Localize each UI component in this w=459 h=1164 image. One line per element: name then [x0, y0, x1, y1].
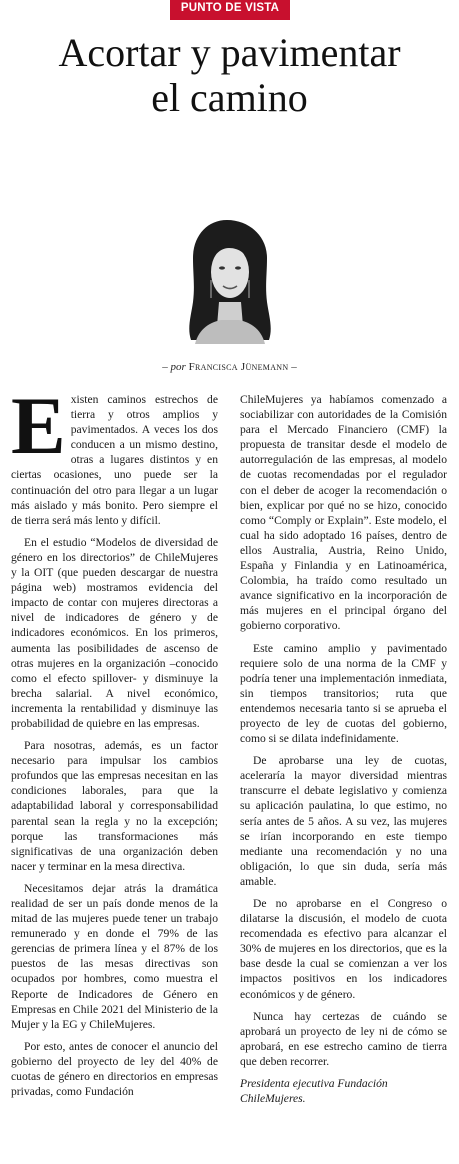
portrait-face	[211, 246, 249, 298]
dropcap: E	[11, 380, 66, 471]
article-paragraph: Necesitamos dejar atrás la dramática realidad de ser un país donde menos de la mitad de las mujeres puede tener un trabajo remunerado y en donde el 79% de las gerencias de primera línea y el 87% de los puestos de las mesas directivas son ocupados por hombres, como muestra el Reporte de Indicadores de Género en Empresas en Chile 2021 del Ministerio de la Mujer y la EG y ChileMujeres.	[11, 881, 218, 1031]
portrait-eye-right	[235, 266, 241, 269]
paragraph-text: xisten caminos estrechos de tierra y otros amplios y pavimentados. A veces los dos conducen a un mismo destino, otras a lugares distintos y en ciertas ocasiones, uno puede ser la continuación del otro para llegar a un lugar más aislado y más bonito. Pero siempre el de tierra será más lento y difícil.	[11, 393, 218, 527]
article-paragraph: Por esto, antes de conocer el anuncio del gobierno del proyecto de ley del 40% de cuotas de género en directorios en empresas privadas, como Fundación	[11, 1039, 218, 1099]
byline	[0, 361, 459, 373]
byline-suffix: –	[288, 361, 297, 373]
author-portrait	[185, 216, 275, 344]
author-name: Francisca Jünemann	[188, 361, 289, 373]
article-paragraph: De aprobarse una ley de cuotas, aceleraría la mayor diversidad mientras transcurre el debate legislativo y comienza su aplicación paulatina, lo que estimo, no sería antes de 5 años. A su vez, las mujeres se irían incorporando en este tiempo mediante una recomendación y no una obligación, lo que sin duda, sería más amable.	[240, 754, 447, 888]
article-paragraph: Este camino amplio y pavimentado requiere solo de una norma de la CMF y podría tener una implementación inmediata, sin tiempos transitorios; ruta que entendemos necesaria tanto si se aprueba el proyecto de ley de cuotas del gobierno, como si se dilata indefinidamente.	[240, 641, 447, 746]
headline-line-1: Acortar y pavimentar	[58, 30, 401, 75]
headline	[0, 30, 459, 120]
article-paragraph: Para nosotras, además, es un factor necesario para impulsar los cambios profundos que las empresas necesitan en las condiciones laborales, para que la adaptabilidad laboral y corresponsabilidad parental sean la regla y no la excepción; porque las transformaciones más significativas de una organización deben nacer y terminar en la mesa directiva.	[11, 739, 218, 873]
article-column-left	[11, 380, 218, 1106]
article-column-right	[240, 392, 447, 1113]
article-paragraph	[11, 380, 218, 528]
section-label: PUNTO DE VISTA	[180, 2, 280, 14]
headline-line-2: el camino	[151, 75, 308, 120]
article-paragraph: En el estudio “Modelos de diversidad de género en los directorios” de ChileMujeres y la OIT (que pueden descargar de nuestra página web) mostramos evidencia del impacto de contar con mujeres directoras a nivel de indicadores de género y de indicadores económicos. En los primeros, aumenta las posibilidades de ascenso de otras mujeres en la organización –conocido como el efecto spillover- y disminuye la brecha salarial. A nivel económico, incrementa la rentabilidad y disminuye las probabilidad de quiebre en las empresas.	[11, 535, 218, 730]
byline-prefix: – por	[162, 361, 186, 373]
article-paragraph: De no aprobarse en el Congreso o dilatarse la discusión, el modelo de cuota recomendada es efectivo para alcanzar el 30% de mujeres en los directorios, que es la base desde la cual se comienzan a ver los impactos positivos en los indicadores económicos y de género.	[240, 897, 447, 1001]
portrait-eye-left	[219, 266, 225, 269]
article-paragraph: ChileMujeres ya habíamos comenzado a sociabilizar con autoridades de la Comisión para el Mercado Financiero (CMF) la propuesta de transitar desde el modelo de autorregulación de las empresas, al modelo de cuotas recomendadas por el regulador con el deber de acoger la recomendación o bien, explicar por qué no se hizo, conocido como “Comply or Explain”. Este modelo, el cual ha sido adoptado 16 países, dentro de ellos Australia, Austria, Reino Unido, España y Finlandia y en Latinoamérica, Colombia, ha traído como resultado un avance significativo en la incorporación de más mujeres en el principal órgano del gobierno corporativo.	[240, 393, 447, 633]
article-paragraph: Nunca hay certezas de cuándo se aprobará un proyecto de ley ni de cómo se aprobará, en ese estrecho camino de tierra que deben recorrer.	[240, 1009, 447, 1068]
author-signature: Presidenta ejecutiva Fundación ChileMujeres.	[240, 1077, 388, 1106]
